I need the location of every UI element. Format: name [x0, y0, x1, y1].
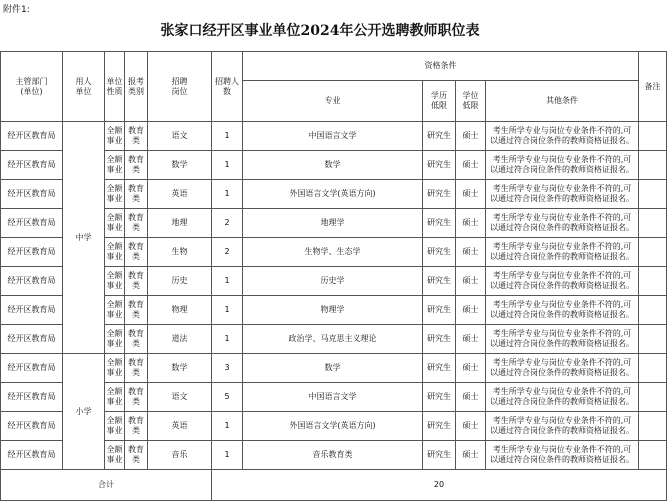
- dept-cell-text: 经开区教育局: [7, 160, 56, 169]
- unit-nature-cell-text: 全额 事业: [106, 184, 123, 203]
- dept-cell: [1, 122, 63, 151]
- table-body: [1, 122, 667, 470]
- count-cell: [212, 180, 243, 209]
- education-cell-text: 研究生: [427, 131, 451, 140]
- degree-cell: [456, 267, 486, 296]
- degree-cell: [456, 383, 486, 412]
- major-cell-text: 外国语言文学(英语方向): [289, 421, 376, 430]
- position-cell-text: 历史: [171, 276, 188, 285]
- dept-cell: [1, 383, 63, 412]
- header-employer-text: 用人 单位: [75, 76, 92, 96]
- count-cell-text: 2: [224, 218, 230, 227]
- position-cell-text: 生物: [171, 247, 188, 256]
- unit-nature-cell: [105, 383, 125, 412]
- dept-cell-text: 经开区教育局: [7, 334, 56, 343]
- exam-category-cell: [125, 325, 148, 354]
- unit-nature-cell: [105, 267, 125, 296]
- other-cell: [486, 267, 639, 296]
- remarks-cell: [639, 238, 667, 267]
- degree-cell: [456, 412, 486, 441]
- education-cell: [423, 441, 456, 470]
- header-position: [148, 52, 212, 122]
- exam-category-cell: [125, 383, 148, 412]
- unit-nature-cell-text: 全额 事业: [106, 155, 123, 174]
- major-cell: [243, 354, 423, 383]
- remarks-cell: [639, 325, 667, 354]
- exam-category-cell-text: 教育 类: [128, 416, 144, 435]
- count-cell: [212, 383, 243, 412]
- degree-cell-text: 硕士: [462, 363, 479, 372]
- remarks-cell: [639, 151, 667, 180]
- major-cell: [243, 122, 423, 151]
- education-cell-text: 研究生: [427, 392, 451, 401]
- exam-category-cell-text: 教育 类: [128, 155, 144, 174]
- other-cell-text: 考生所学专业与岗位专业条件不符的,可 以通过符合岗位条件的教师资格证报名。: [490, 445, 634, 464]
- header-exam-category: [125, 52, 148, 122]
- education-cell: [423, 238, 456, 267]
- major-cell-text: 中国语言文学: [308, 131, 357, 140]
- header-row-1: [1, 52, 667, 81]
- major-cell-text: 外国语言文学(英语方向): [289, 189, 376, 198]
- exam-category-cell-text: 教育 类: [128, 445, 144, 464]
- degree-cell-text: 硕士: [462, 247, 479, 256]
- education-cell: [423, 151, 456, 180]
- dept-cell-text: 经开区教育局: [7, 247, 56, 256]
- unit-nature-cell: [105, 122, 125, 151]
- degree-cell-text: 硕士: [462, 276, 479, 285]
- other-cell: [486, 151, 639, 180]
- remarks-cell: [639, 180, 667, 209]
- remarks-cell: [639, 122, 667, 151]
- position-cell-text: 英语: [171, 189, 188, 198]
- education-cell: [423, 354, 456, 383]
- unit-nature-cell-text: 全额 事业: [106, 358, 123, 377]
- remarks-cell: [639, 441, 667, 470]
- count-cell: [212, 412, 243, 441]
- dept-cell-text: 经开区教育局: [7, 276, 56, 285]
- dept-cell-text: 经开区教育局: [7, 392, 56, 401]
- degree-cell: [456, 296, 486, 325]
- degree-cell-text: 硕士: [462, 450, 479, 459]
- count-cell-text: 5: [224, 392, 230, 401]
- exam-category-cell: [125, 267, 148, 296]
- count-cell: [212, 238, 243, 267]
- header-unit-nature: [105, 52, 125, 122]
- exam-category-cell-text: 教育 类: [128, 329, 144, 348]
- exam-category-cell-text: 教育 类: [128, 300, 144, 319]
- other-cell: [486, 238, 639, 267]
- header-dept: [1, 52, 63, 122]
- major-cell-text: 物理学: [320, 305, 345, 314]
- unit-nature-cell-text: 全额 事业: [106, 126, 123, 145]
- exam-category-cell-text: 教育 类: [128, 213, 144, 232]
- degree-cell-text: 硕士: [462, 421, 479, 430]
- major-cell-text: 音乐教育类: [312, 450, 353, 459]
- count-cell-text: 1: [224, 131, 230, 140]
- dept-cell: [1, 325, 63, 354]
- education-cell-text: 研究生: [427, 421, 451, 430]
- dept-cell: [1, 441, 63, 470]
- unit-nature-cell-text: 全额 事业: [106, 271, 123, 290]
- major-cell: [243, 151, 423, 180]
- count-cell-text: 3: [224, 363, 230, 372]
- exam-category-cell-text: 教育 类: [128, 242, 144, 261]
- education-cell: [423, 209, 456, 238]
- major-cell-text: 数学: [324, 363, 341, 372]
- major-cell: [243, 180, 423, 209]
- major-cell-text: 政治学、马克思主义理论: [288, 334, 377, 343]
- unit-nature-cell-text: 全额 事业: [106, 242, 123, 261]
- degree-cell: [456, 325, 486, 354]
- header-count: [212, 52, 243, 122]
- major-cell: [243, 412, 423, 441]
- unit-nature-cell-text: 全额 事业: [106, 416, 123, 435]
- unit-nature-cell: [105, 354, 125, 383]
- education-cell: [423, 122, 456, 151]
- count-cell: [212, 354, 243, 383]
- degree-cell-text: 硕士: [462, 160, 479, 169]
- education-cell-text: 研究生: [427, 189, 451, 198]
- remarks-cell: [639, 267, 667, 296]
- major-cell: [243, 238, 423, 267]
- exam-category-cell: [125, 180, 148, 209]
- unit-nature-cell-text: 全额 事业: [106, 300, 123, 319]
- other-cell-text: 考生所学专业与岗位专业条件不符的,可 以通过符合岗位条件的教师资格证报名。: [490, 155, 634, 174]
- remarks-cell: [639, 209, 667, 238]
- total-value: 20: [212, 470, 667, 501]
- employer-cell-text: 小学: [75, 406, 92, 416]
- header-other: 其他条件: [486, 81, 639, 122]
- other-cell: [486, 122, 639, 151]
- dept-cell-text: 经开区教育局: [7, 218, 56, 227]
- position-cell: [148, 209, 212, 238]
- exam-category-cell: [125, 122, 148, 151]
- count-cell-text: 1: [224, 334, 230, 343]
- header-remarks: 备注: [639, 52, 667, 122]
- exam-category-cell: [125, 151, 148, 180]
- count-cell-text: 1: [224, 189, 230, 198]
- exam-category-cell: [125, 296, 148, 325]
- education-cell: [423, 412, 456, 441]
- other-cell-text: 考生所学专业与岗位专业条件不符的,可 以通过符合岗位条件的教师资格证报名。: [490, 387, 634, 406]
- count-cell-text: 1: [224, 276, 230, 285]
- degree-cell-text: 硕士: [462, 131, 479, 140]
- position-cell: [148, 354, 212, 383]
- major-cell: [243, 325, 423, 354]
- header-exam-category-text: 报考 类别: [128, 76, 144, 96]
- dept-cell-text: 经开区教育局: [7, 305, 56, 314]
- education-cell-text: 研究生: [427, 218, 451, 227]
- position-cell-text: 数学: [171, 160, 188, 169]
- position-cell: [148, 441, 212, 470]
- position-cell-text: 物理: [171, 305, 188, 314]
- degree-cell-text: 硕士: [462, 392, 479, 401]
- header-employer: [63, 52, 105, 122]
- other-cell-text: 考生所学专业与岗位专业条件不符的,可 以通过符合岗位条件的教师资格证报名。: [490, 126, 634, 145]
- count-cell-text: 1: [224, 450, 230, 459]
- major-cell-text: 地理学: [320, 218, 345, 227]
- degree-cell: [456, 354, 486, 383]
- dept-cell-text: 经开区教育局: [7, 450, 56, 459]
- dept-cell-text: 经开区教育局: [7, 363, 56, 372]
- position-cell-text: 音乐: [171, 450, 188, 459]
- exam-category-cell-text: 教育 类: [128, 126, 144, 145]
- position-cell: [148, 267, 212, 296]
- unit-nature-cell: [105, 441, 125, 470]
- count-cell-text: 1: [224, 160, 230, 169]
- position-cell-text: 语文: [171, 131, 188, 140]
- exam-category-cell: [125, 412, 148, 441]
- total-row: [1, 470, 667, 501]
- dept-cell-text: 经开区教育局: [7, 131, 56, 140]
- major-cell-text: 数学: [324, 160, 341, 169]
- education-cell: [423, 267, 456, 296]
- education-cell: [423, 383, 456, 412]
- count-cell-text: 2: [224, 247, 230, 256]
- education-cell: [423, 325, 456, 354]
- header-degree: [456, 81, 486, 122]
- count-cell-text: 1: [224, 421, 230, 430]
- degree-cell: [456, 238, 486, 267]
- count-cell: [212, 441, 243, 470]
- degree-cell: [456, 151, 486, 180]
- attachment-label: 附件1:: [3, 5, 30, 15]
- other-cell: [486, 383, 639, 412]
- exam-category-cell: [125, 209, 148, 238]
- unit-nature-cell-text: 全额 事业: [106, 213, 123, 232]
- major-cell: [243, 441, 423, 470]
- dept-cell: [1, 354, 63, 383]
- position-cell-text: 英语: [171, 421, 188, 430]
- other-cell: [486, 296, 639, 325]
- total-label: 合计: [1, 470, 212, 501]
- unit-nature-cell-text: 全额 事业: [106, 445, 123, 464]
- major-cell-text: 中国语言文学: [308, 392, 357, 401]
- degree-cell: [456, 209, 486, 238]
- other-cell-text: 考生所学专业与岗位专业条件不符的,可 以通过符合岗位条件的教师资格证报名。: [490, 416, 634, 435]
- degree-cell-text: 硕士: [462, 334, 479, 343]
- unit-nature-cell-text: 全额 事业: [106, 329, 123, 348]
- remarks-cell: [639, 296, 667, 325]
- other-cell: [486, 325, 639, 354]
- major-cell-text: 生物学、生态学: [304, 247, 361, 256]
- count-cell: [212, 151, 243, 180]
- dept-cell: [1, 267, 63, 296]
- major-cell-text: 历史学: [320, 276, 345, 285]
- unit-nature-cell: [105, 296, 125, 325]
- position-cell-text: 地理: [171, 218, 188, 227]
- dept-cell: [1, 296, 63, 325]
- education-cell: [423, 296, 456, 325]
- education-cell-text: 研究生: [427, 363, 451, 372]
- other-cell-text: 考生所学专业与岗位专业条件不符的,可 以通过符合岗位条件的教师资格证报名。: [490, 271, 634, 290]
- count-cell-text: 1: [224, 305, 230, 314]
- count-cell: [212, 325, 243, 354]
- position-cell-text: 道法: [171, 334, 188, 343]
- positions-table: [0, 51, 667, 501]
- unit-nature-cell: [105, 209, 125, 238]
- header-major: 专业: [243, 81, 423, 122]
- count-cell: [212, 296, 243, 325]
- other-cell: [486, 209, 639, 238]
- exam-category-cell-text: 教育 类: [128, 271, 144, 290]
- unit-nature-cell-text: 全额 事业: [106, 387, 123, 406]
- dept-cell-text: 经开区教育局: [7, 421, 56, 430]
- other-cell: [486, 412, 639, 441]
- remarks-cell: [639, 383, 667, 412]
- degree-cell: [456, 122, 486, 151]
- header-degree-text: 学位 低限: [462, 91, 479, 110]
- exam-category-cell: [125, 354, 148, 383]
- other-cell: [486, 354, 639, 383]
- dept-cell: [1, 412, 63, 441]
- count-cell: [212, 209, 243, 238]
- dept-cell: [1, 180, 63, 209]
- education-cell-text: 研究生: [427, 247, 451, 256]
- other-cell-text: 考生所学专业与岗位专业条件不符的,可 以通过符合岗位条件的教师资格证报名。: [490, 213, 634, 232]
- header-unit-nature-text: 单位 性质: [106, 76, 123, 96]
- employer-cell: [63, 354, 105, 470]
- degree-cell-text: 硕士: [462, 218, 479, 227]
- dept-cell: [1, 209, 63, 238]
- other-cell-text: 考生所学专业与岗位专业条件不符的,可 以通过符合岗位条件的教师资格证报名。: [490, 242, 634, 261]
- other-cell-text: 考生所学专业与岗位专业条件不符的,可 以通过符合岗位条件的教师资格证报名。: [490, 358, 634, 377]
- education-cell-text: 研究生: [427, 450, 451, 459]
- employer-cell-text: 中学: [75, 232, 92, 242]
- degree-cell: [456, 180, 486, 209]
- position-cell-text: 数学: [171, 363, 188, 372]
- position-cell: [148, 151, 212, 180]
- exam-category-cell-text: 教育 类: [128, 387, 144, 406]
- position-cell: [148, 412, 212, 441]
- unit-nature-cell: [105, 238, 125, 267]
- dept-cell-text: 经开区教育局: [7, 189, 56, 198]
- employer-cell: [63, 122, 105, 354]
- other-cell: [486, 441, 639, 470]
- education-cell-text: 研究生: [427, 160, 451, 169]
- dept-cell: [1, 151, 63, 180]
- header-education-text: 学历 低限: [431, 91, 447, 110]
- position-cell: [148, 238, 212, 267]
- education-cell: [423, 180, 456, 209]
- unit-nature-cell: [105, 412, 125, 441]
- count-cell: [212, 122, 243, 151]
- table-row: [1, 354, 667, 383]
- position-cell-text: 语文: [171, 392, 188, 401]
- remarks-cell: [639, 354, 667, 383]
- table-row: [1, 122, 667, 151]
- position-cell: [148, 325, 212, 354]
- remarks-cell: [639, 412, 667, 441]
- count-cell: [212, 267, 243, 296]
- exam-category-cell: [125, 238, 148, 267]
- major-cell: [243, 296, 423, 325]
- exam-category-cell: [125, 441, 148, 470]
- education-cell-text: 研究生: [427, 305, 451, 314]
- major-cell: [243, 267, 423, 296]
- other-cell-text: 考生所学专业与岗位专业条件不符的,可 以通过符合岗位条件的教师资格证报名。: [490, 300, 634, 319]
- exam-category-cell-text: 教育 类: [128, 184, 144, 203]
- header-education: [423, 81, 456, 122]
- dept-cell: [1, 238, 63, 267]
- unit-nature-cell: [105, 325, 125, 354]
- position-cell: [148, 296, 212, 325]
- major-cell: [243, 209, 423, 238]
- exam-category-cell-text: 教育 类: [128, 358, 144, 377]
- degree-cell-text: 硕士: [462, 305, 479, 314]
- other-cell-text: 考生所学专业与岗位专业条件不符的,可 以通过符合岗位条件的教师资格证报名。: [490, 329, 634, 348]
- education-cell-text: 研究生: [427, 334, 451, 343]
- degree-cell-text: 硕士: [462, 189, 479, 198]
- unit-nature-cell: [105, 151, 125, 180]
- position-cell: [148, 122, 212, 151]
- header-qualifications: 资格条件: [243, 52, 639, 81]
- header-count-text: 招聘人 数: [215, 76, 239, 96]
- major-cell: [243, 383, 423, 412]
- page-title: 张家口经开区事业单位2024年公开选聘教师职位表: [160, 23, 480, 39]
- position-cell: [148, 383, 212, 412]
- education-cell-text: 研究生: [427, 276, 451, 285]
- degree-cell: [456, 441, 486, 470]
- other-cell: [486, 180, 639, 209]
- header-position-text: 招聘 岗位: [171, 76, 188, 96]
- unit-nature-cell: [105, 180, 125, 209]
- position-cell: [148, 180, 212, 209]
- other-cell-text: 考生所学专业与岗位专业条件不符的,可 以通过符合岗位条件的教师资格证报名。: [490, 184, 634, 203]
- header-dept-text: 主管部门 (单位): [15, 76, 48, 96]
